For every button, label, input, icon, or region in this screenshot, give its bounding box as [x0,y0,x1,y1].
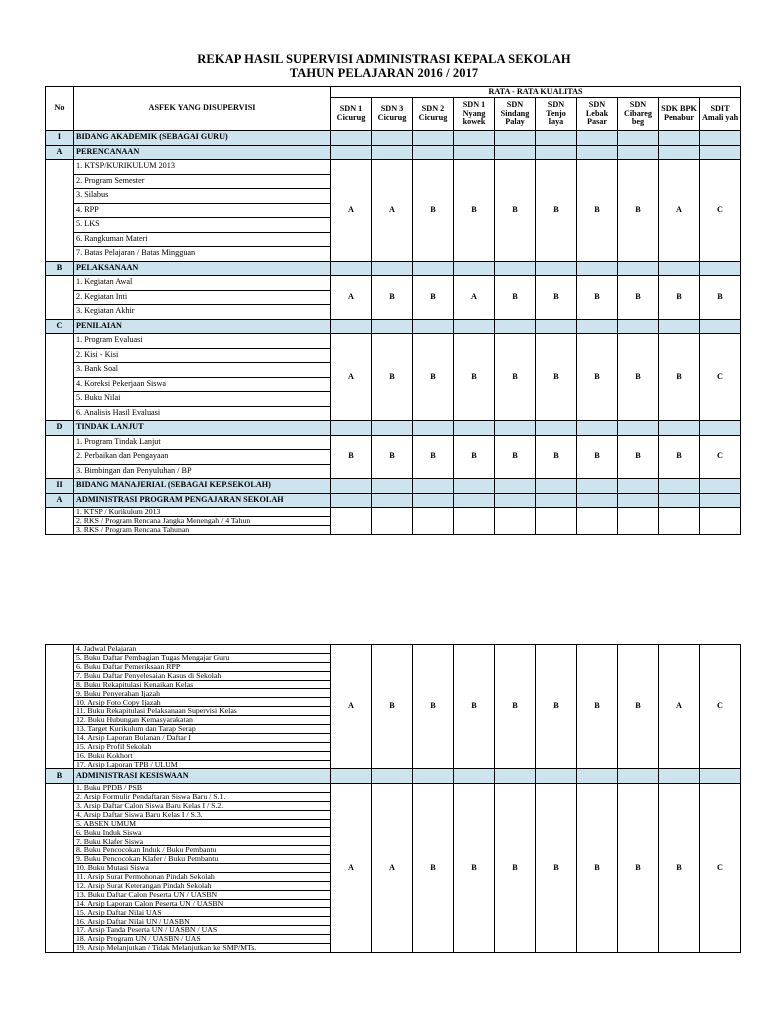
aspect-item: 19. Arsip Melanjutkan / Tidak Melanjutkan ke SMP/MTs. [74,944,331,953]
grade-cell-school-9: A [659,160,700,262]
section-blank-cell [413,131,454,146]
section-blank-cell [536,261,577,276]
grade-cell-school-3: B [413,435,454,479]
grade-cell-school-1: A [331,276,372,320]
grade-cell-school-8: B [618,334,659,421]
header-school-line: Palay [505,117,525,127]
section-blank-cell [536,493,577,508]
aspect-item: 1. KTSP/KURIKULUM 2013 [74,160,331,175]
grade-cell-school-9: A [659,645,700,769]
section-title: BIDANG MANAJERIAL (SEBAGAI KEP.SEKOLAH) [74,479,331,494]
header-school-line: SDN [506,100,524,110]
item-row [46,160,741,175]
grade-cell-school-5: B [495,160,536,262]
number-blank-cell [46,508,74,535]
section-blank-cell [495,769,536,784]
grade-cell-school-5 [495,508,536,535]
aspect-item: 17. Arsip Laporan TPB / ULUM [74,760,331,769]
grade-cell-school-6: B [536,645,577,769]
aspect-item: 3. Arsip Daftar Calon Siswa Baru Kelas I / S.2. [74,801,331,810]
aspect-item: 5. Buku Daftar Pembagian Tugas Mengajar Guru [74,653,331,662]
header-school-line: Cicurug [418,113,448,122]
grade-cell-school-2: B [372,276,413,320]
header-school-line: SDN 1 [339,104,363,114]
section-row [46,145,741,160]
section-blank-cell [536,131,577,146]
header-school-line: Cibareg [623,108,653,118]
section-blank-cell [700,421,741,436]
section-blank-cell [413,769,454,784]
section-blank-cell [413,261,454,276]
grade-cell-school-4 [454,508,495,535]
section-blank-cell [454,319,495,334]
grade-cell-school-8: B [618,645,659,769]
header-school-line: Sindang [500,108,530,118]
grade-cell-school-2: B [372,334,413,421]
section-blank-cell [372,769,413,784]
header-school-line: Nyang [462,108,486,118]
section-number: B [46,769,74,784]
section-blank-cell [659,319,700,334]
header-school-line: beg [631,117,645,127]
section-blank-cell [413,145,454,160]
grade-cell-school-1: A [331,160,372,262]
section-blank-cell [454,493,495,508]
grade-cell-school-6: B [536,435,577,479]
grade-cell-school-7 [577,508,618,535]
aspect-item: 7. Buku Klafer Siswa [74,837,331,846]
aspect-item: 1. Program Evaluasi [74,334,331,349]
section-number: II [46,479,74,494]
grade-cell-school-2 [372,508,413,535]
grade-cell-school-7: B [577,645,618,769]
aspect-item: 6. Buku Induk Siswa [74,828,331,837]
aspect-item: 8. Buku Rekapitulasi Kenaikan Kelas [74,680,331,689]
aspect-item: 1. Kegiatan Awal [74,276,331,291]
section-blank-cell [413,479,454,494]
grade-cell-school-6 [536,508,577,535]
section-blank-cell [331,261,372,276]
section-blank-cell [495,145,536,160]
header-school-line: kowek [462,117,486,127]
grade-cell-school-1: A [331,645,372,769]
grade-cell-school-8: B [618,160,659,262]
aspect-item: 11. Arsip Surat Permohonan Pindah Sekolah [74,872,331,881]
aspect-item: 4. Koreksi Pekerjaan Siswa [74,377,331,392]
header-school-6 [536,98,577,131]
header-school-line: laya [548,117,564,127]
section-title: ADMINISTRASI PROGRAM PENGAJARAN SEKOLAH [74,493,331,508]
grade-cell-school-9: B [659,276,700,320]
aspect-item: 16. Buku Kokhort [74,751,331,760]
aspect-item: 4. RPP [74,203,331,218]
section-blank-cell [659,145,700,160]
aspect-item: 7. Buku Daftar Penyelesaian Kasus di Sekolah [74,671,331,680]
aspect-item: 1. KTSP / Kurikulum 2013 [74,508,331,517]
grade-cell-school-5: B [495,276,536,320]
section-blank-cell [536,769,577,784]
section-row [46,769,741,784]
grade-cell-school-10: C [700,645,741,769]
section-blank-cell [618,493,659,508]
section-blank-cell [454,131,495,146]
section-blank-cell [700,493,741,508]
section-number: C [46,319,74,334]
section-blank-cell [331,131,372,146]
section-blank-cell [331,479,372,494]
section-blank-cell [577,261,618,276]
section-blank-cell [331,145,372,160]
aspect-item: 3. RKS / Program Rencana Tahunan [74,525,331,534]
grade-cell-school-10 [700,508,741,535]
section-blank-cell [659,131,700,146]
number-blank-cell [46,435,74,479]
aspect-item: 2. Program Semester [74,174,331,189]
aspect-item: 13. Buku Daftar Calon Peserta UN / UASBN [74,890,331,899]
header-school-10 [700,98,741,131]
section-blank-cell [659,421,700,436]
grade-cell-school-10: C [700,334,741,421]
section-blank-cell [618,769,659,784]
section-blank-cell [618,479,659,494]
grade-cell-school-4: B [454,783,495,952]
aspect-item: 9. Buku Pencocokan Klafer / Buku Pembantu [74,855,331,864]
section-blank-cell [413,421,454,436]
aspect-item: 10. Buku Mutasi Siswa [74,863,331,872]
header-school-line: SDN 3 [380,104,404,114]
grade-cell-school-3: B [413,160,454,262]
section-blank-cell [372,145,413,160]
supervision-table-page-2 [45,644,741,953]
grade-cell-school-6: B [536,276,577,320]
aspect-item: 12. Arsip Surat Keterangan Pindah Sekolah [74,881,331,890]
item-row [46,508,741,517]
grade-cell-school-5: B [495,783,536,952]
section-blank-cell [700,319,741,334]
header-school-4 [454,98,495,131]
section-title: PELAKSANAAN [74,261,331,276]
section-blank-cell [331,421,372,436]
section-blank-cell [536,479,577,494]
grade-cell-school-2: A [372,160,413,262]
aspect-item: 16. Arsip Daftar Nilai UN / UASBN [74,917,331,926]
section-blank-cell [577,479,618,494]
aspect-item: 4. Jadwal Pelajaran [74,645,331,654]
section-blank-cell [495,319,536,334]
header-school-line: SDN [588,100,606,110]
section-number: A [46,145,74,160]
grade-cell-school-1: A [331,783,372,952]
section-number: B [46,261,74,276]
aspect-item: 6. Buku Daftar Pemeriksaan RPP [74,662,331,671]
item-row [46,334,741,349]
grade-cell-school-2: A [372,783,413,952]
grade-cell-school-3 [413,508,454,535]
grade-cell-school-7: B [577,160,618,262]
header-school-3 [413,98,454,131]
section-blank-cell [577,769,618,784]
header-school-line: Lebak [585,108,609,118]
header-school-line: SDIT [710,104,730,114]
grade-cell-school-2: B [372,645,413,769]
section-blank-cell [659,493,700,508]
aspect-item: 8. Buku Pencocokan Induk / Buku Pembantu [74,846,331,855]
aspect-item: 17. Arsip Tanda Peserta UN / UASBN / UAS [74,926,331,935]
section-blank-cell [454,261,495,276]
aspect-item: 15. Arsip Profil Sekolah [74,742,331,751]
aspect-item: 3. Kegiatan Akhir [74,305,331,320]
item-row [46,435,741,450]
grade-cell-school-3: B [413,645,454,769]
section-blank-cell [495,131,536,146]
grade-cell-school-4: B [454,645,495,769]
section-blank-cell [700,261,741,276]
grade-cell-school-7: B [577,276,618,320]
grade-cell-school-5: B [495,334,536,421]
grade-cell-school-10: C [700,783,741,952]
aspect-item: 1. Buku PPDB / PSB [74,783,331,792]
aspect-item: 5. Buku Nilai [74,392,331,407]
grade-cell-school-1: B [331,435,372,479]
section-blank-cell [413,319,454,334]
header-aspek: ASFEK YANG DISUPERVISI [74,87,331,131]
number-blank-cell [46,276,74,320]
section-blank-cell [372,479,413,494]
aspect-item: 2. Kegiatan Inti [74,290,331,305]
section-blank-cell [700,131,741,146]
grade-cell-school-4: B [454,334,495,421]
aspect-item: 6. Analisis Hasil Evaluasi [74,406,331,421]
section-row [46,131,741,146]
grade-cell-school-6: B [536,160,577,262]
section-blank-cell [618,145,659,160]
section-blank-cell [618,421,659,436]
aspect-item: 2. Arsip Formulir Pendaftaran Siswa Baru / S.1. [74,792,331,801]
grade-cell-school-6: B [536,334,577,421]
section-blank-cell [454,421,495,436]
grade-cell-school-7: B [577,435,618,479]
aspect-item: 3. Bank Soal [74,363,331,378]
section-blank-cell [331,319,372,334]
grade-cell-school-9: B [659,435,700,479]
grade-cell-school-7: B [577,783,618,952]
section-title: PERENCANAAN [74,145,331,160]
header-school-8 [618,98,659,131]
aspect-item: 3. Bimbingan dan Penyuluhan / BP [74,464,331,479]
section-title: PENILAIAN [74,319,331,334]
header-school-2 [372,98,413,131]
grade-cell-school-8: B [618,276,659,320]
header-school-line: SDN [629,100,647,110]
grade-cell-school-9 [659,508,700,535]
section-blank-cell [495,421,536,436]
section-blank-cell [577,131,618,146]
aspect-item: 13. Target Kurikulum dan Tarap Serap [74,725,331,734]
aspect-item: 9. Buku Penyerahan Ijazah [74,689,331,698]
section-blank-cell [618,131,659,146]
grade-cell-school-4: B [454,160,495,262]
header-school-line: Amali yah [702,113,739,122]
aspect-item: 1. Program Tindak Lanjut [74,435,331,450]
section-row [46,421,741,436]
supervision-table-page-1 [45,86,741,535]
aspect-item: 5. LKS [74,218,331,233]
grade-cell-school-4: A [454,276,495,320]
header-school-7 [577,98,618,131]
number-blank-cell [46,160,74,262]
section-title: TINDAK LANJUT [74,421,331,436]
header-school-line: Cicurug [336,113,366,122]
section-blank-cell [454,769,495,784]
number-blank-cell [46,645,74,769]
grade-cell-school-3: B [413,783,454,952]
grade-cell-school-2: B [372,435,413,479]
section-blank-cell [536,145,577,160]
section-number: D [46,421,74,436]
section-blank-cell [495,493,536,508]
section-row [46,319,741,334]
header-school-line: SDK BPK [661,104,697,114]
header-no: No [46,87,74,131]
section-blank-cell [700,145,741,160]
section-blank-cell [577,319,618,334]
grade-cell-school-8 [618,508,659,535]
header-school-5 [495,98,536,131]
grade-cell-school-9: B [659,334,700,421]
grade-cell-school-7: B [577,334,618,421]
aspect-item: 4. Arsip Daftar Siswa Baru Kelas I / S.3. [74,810,331,819]
section-blank-cell [536,421,577,436]
section-blank-cell [372,319,413,334]
grade-cell-school-10: C [700,160,741,262]
aspect-item: 14. Arsip Laporan Calon Peserta UN / UASBN [74,899,331,908]
section-title: ADMINISTRASI KESISWAAN [74,769,331,784]
grade-cell-school-10: C [700,435,741,479]
number-blank-cell [46,783,74,952]
section-blank-cell [331,493,372,508]
section-blank-cell [372,261,413,276]
section-blank-cell [618,261,659,276]
aspect-item: 11. Buku Rekapitulasi Pelaksanaan Supervisi Kelas [74,707,331,716]
section-number: I [46,131,74,146]
section-blank-cell [536,319,577,334]
header-school-line: Tenjo [546,108,566,118]
section-row [46,493,741,508]
header-school-1 [331,98,372,131]
header-school-line: SDN [547,100,565,110]
grade-cell-school-8: B [618,435,659,479]
section-blank-cell [659,261,700,276]
section-blank-cell [495,479,536,494]
aspect-item: 6. Rangkuman Materi [74,232,331,247]
section-row [46,261,741,276]
section-blank-cell [413,493,454,508]
grade-cell-school-1: A [331,334,372,421]
header-school-9 [659,98,700,131]
number-blank-cell [46,334,74,421]
header-school-line: SDN 2 [421,104,445,114]
item-row [46,645,741,654]
aspect-item: 18. Arsip Program UN / UASBN / UAS [74,935,331,944]
section-blank-cell [331,769,372,784]
grade-cell-school-5: B [495,645,536,769]
aspect-item: 15. Arsip Daftar Nilai UAS [74,908,331,917]
document-title: REKAP HASIL SUPERVISI ADMINISTRASI KEPALA SEKOLAH [197,52,571,66]
header-school-line: Penabur [663,113,695,122]
header-school-line: Pasar [586,117,607,127]
item-row [46,783,741,792]
section-blank-cell [618,319,659,334]
section-blank-cell [372,493,413,508]
header-school-line: Cicurug [377,113,407,122]
aspect-item: 10. Arsip Foto Copy Ijazah [74,698,331,707]
header-school-line: SDN 1 [462,100,486,110]
section-blank-cell [659,479,700,494]
grade-cell-school-8: B [618,783,659,952]
grade-cell-school-4: B [454,435,495,479]
grade-cell-school-9: B [659,783,700,952]
grade-cell-school-1 [331,508,372,535]
section-blank-cell [700,769,741,784]
grade-cell-school-5: B [495,435,536,479]
section-blank-cell [577,145,618,160]
grade-cell-school-6: B [536,783,577,952]
aspect-item: 2. RKS / Program Rencana Jangka Menengah / 4 Tahun [74,516,331,525]
section-blank-cell [659,769,700,784]
section-blank-cell [454,145,495,160]
section-blank-cell [372,421,413,436]
section-number: A [46,493,74,508]
aspect-item: 5. ABSEN UMUM [74,819,331,828]
section-blank-cell [577,493,618,508]
grade-cell-school-3: B [413,276,454,320]
aspect-item: 14. Arsip Laporan Bulanan / Daftar I [74,733,331,742]
header-average-quality: RATA - RATA KUALITAS [331,87,741,98]
section-title: BIDANG AKADEMIK (SEBAGAI GURU) [74,131,331,146]
grade-cell-school-3: B [413,334,454,421]
aspect-item: 2. Kisi - Kisi [74,348,331,363]
item-row [46,276,741,291]
aspect-item: 2. Perbaikan dan Pengayaan [74,450,331,465]
aspect-item: 12. Buku Hubungan Kemasyarakatan [74,716,331,725]
aspect-item: 7. Batas Pelajaran / Batas Mingguan [74,247,331,262]
section-blank-cell [577,421,618,436]
grade-cell-school-10: B [700,276,741,320]
section-blank-cell [495,261,536,276]
aspect-item: 3. Silabus [74,189,331,204]
school-year-subtitle: TAHUN PELAJARAN 2016 / 2017 [289,66,479,80]
section-blank-cell [700,479,741,494]
section-blank-cell [454,479,495,494]
section-row [46,479,741,494]
section-blank-cell [372,131,413,146]
